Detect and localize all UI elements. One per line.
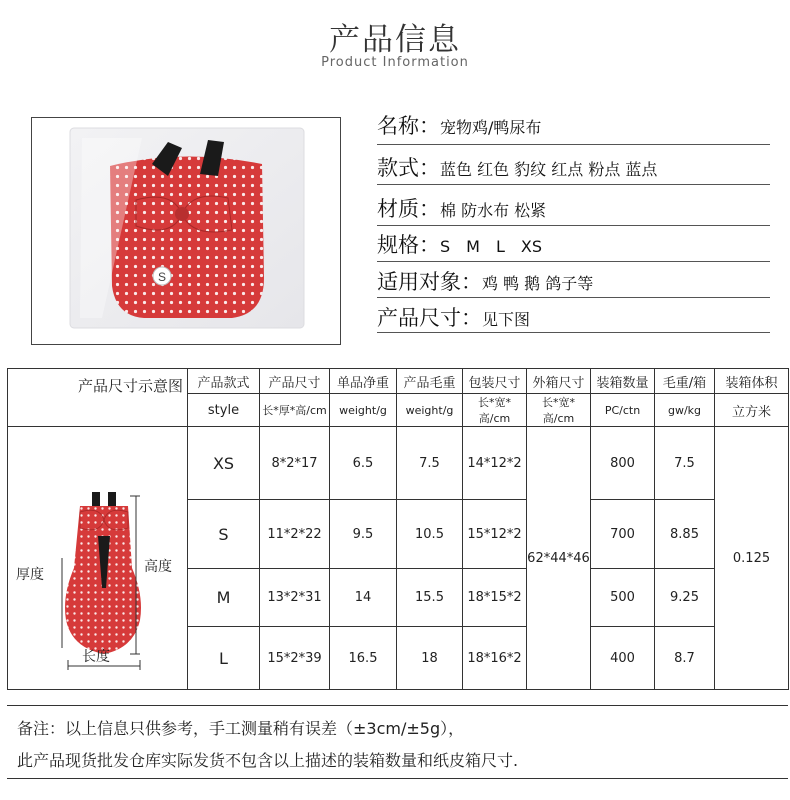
- cell-size: 11*2*22: [260, 500, 330, 569]
- spec-label: 规格：: [377, 233, 440, 257]
- cell-size: 13*2*31: [260, 569, 330, 627]
- cell-pack: 18*16*2: [463, 627, 527, 690]
- cell-qty: 700: [591, 500, 655, 569]
- col-subheader: weight/g: [330, 394, 397, 427]
- spec-label: 产品尺寸：: [377, 306, 482, 330]
- col-subheader: 长*宽*高/cm: [463, 394, 527, 427]
- spec-value: 鸡 鸭 鹅 鸽子等: [482, 274, 594, 293]
- size-diagram-cell: [8, 427, 188, 690]
- cell-qty: 500: [591, 569, 655, 627]
- spec-row-target: [377, 266, 770, 298]
- col-header: 毛重/箱: [655, 369, 715, 394]
- col-header: 产品款式: [188, 369, 260, 394]
- cell-style: L: [188, 627, 260, 690]
- col-header: 装箱体积: [715, 369, 789, 394]
- cell-net: 9.5: [330, 500, 397, 569]
- length-label: 长度: [82, 649, 110, 665]
- col-header: 包装尺寸: [463, 369, 527, 394]
- spec-row-dimensions: [377, 302, 770, 333]
- size-table: [7, 368, 789, 690]
- cell-gross: 18: [397, 627, 463, 690]
- cell-gross: 15.5: [397, 569, 463, 627]
- spec-label: 款式：: [377, 156, 440, 180]
- note-line: 备注：以上信息只供参考，手工测量稍有误差（±3cm/±5g），: [17, 719, 465, 738]
- cell-style: M: [188, 569, 260, 627]
- col-subheader: 长*宽*高/cm: [527, 394, 591, 427]
- cell-gross: 10.5: [397, 500, 463, 569]
- cell-carton: 62*44*46: [527, 427, 591, 690]
- note-line: 此产品现货批发仓库实际发货不包含以上描述的装箱数量和纸皮箱尺寸.: [17, 751, 519, 770]
- spec-row-style: [377, 152, 770, 185]
- diaper-packaged-image: [32, 118, 340, 344]
- product-photo: [31, 117, 341, 345]
- spec-label: 适用对象：: [377, 270, 482, 294]
- cell-size: 15*2*39: [260, 627, 330, 690]
- page-subtitle: Product Information: [321, 55, 469, 70]
- cell-gw: 8.85: [655, 500, 715, 569]
- cell-pack: 15*12*2: [463, 500, 527, 569]
- col-subheader: 长*厚*高/cm: [260, 394, 330, 427]
- table-row: [8, 427, 789, 500]
- spec-label: 名称：: [377, 114, 440, 138]
- cell-volume: 0.125: [715, 427, 789, 690]
- cell-style: XS: [188, 427, 260, 500]
- spec-row-name: [377, 110, 770, 145]
- col-subheader: style: [188, 394, 260, 427]
- spec-row-size: [377, 229, 770, 262]
- spec-value: 宠物鸡/鸭尿布: [440, 118, 542, 137]
- cell-qty: 400: [591, 627, 655, 690]
- col-subheader: PC/ctn: [591, 394, 655, 427]
- cell-net: 14: [330, 569, 397, 627]
- cell-gw: 7.5: [655, 427, 715, 500]
- cell-net: 16.5: [330, 627, 397, 690]
- spec-row-material: [377, 193, 770, 226]
- cell-pack: 14*12*2: [463, 427, 527, 500]
- page-title: 产品信息: [329, 22, 461, 58]
- spec-value: 蓝色 红色 豹纹 红点 粉点 蓝点: [440, 160, 658, 179]
- cell-pack: 18*15*2: [463, 569, 527, 627]
- col-subheader: weight/g: [397, 394, 463, 427]
- col-subheader: 立方米: [715, 394, 789, 427]
- col-header: 产品尺寸: [260, 369, 330, 394]
- height-label: 高度: [144, 559, 172, 575]
- spec-value: S M L XS: [440, 237, 542, 256]
- cell-gw: 9.25: [655, 569, 715, 627]
- col-header: 产品毛重: [397, 369, 463, 394]
- cell-size: 8*2*17: [260, 427, 330, 500]
- cell-net: 6.5: [330, 427, 397, 500]
- thickness-label: 厚度: [16, 567, 44, 583]
- col-subheader: gw/kg: [655, 394, 715, 427]
- spec-value: 棉 防水布 松紧: [440, 201, 547, 220]
- notes-box: [7, 705, 788, 779]
- cell-gw: 8.7: [655, 627, 715, 690]
- col-header: 单品净重: [330, 369, 397, 394]
- col-header: 装箱数量: [591, 369, 655, 394]
- cell-style: S: [188, 500, 260, 569]
- spec-label: 材质：: [377, 197, 440, 221]
- cell-gross: 7.5: [397, 427, 463, 500]
- size-badge-text: S: [157, 270, 167, 284]
- spec-value: 见下图: [482, 310, 531, 329]
- diagram-header: 产品尺寸示意图: [8, 369, 188, 427]
- col-header: 外箱尺寸: [527, 369, 591, 394]
- cell-qty: 800: [591, 427, 655, 500]
